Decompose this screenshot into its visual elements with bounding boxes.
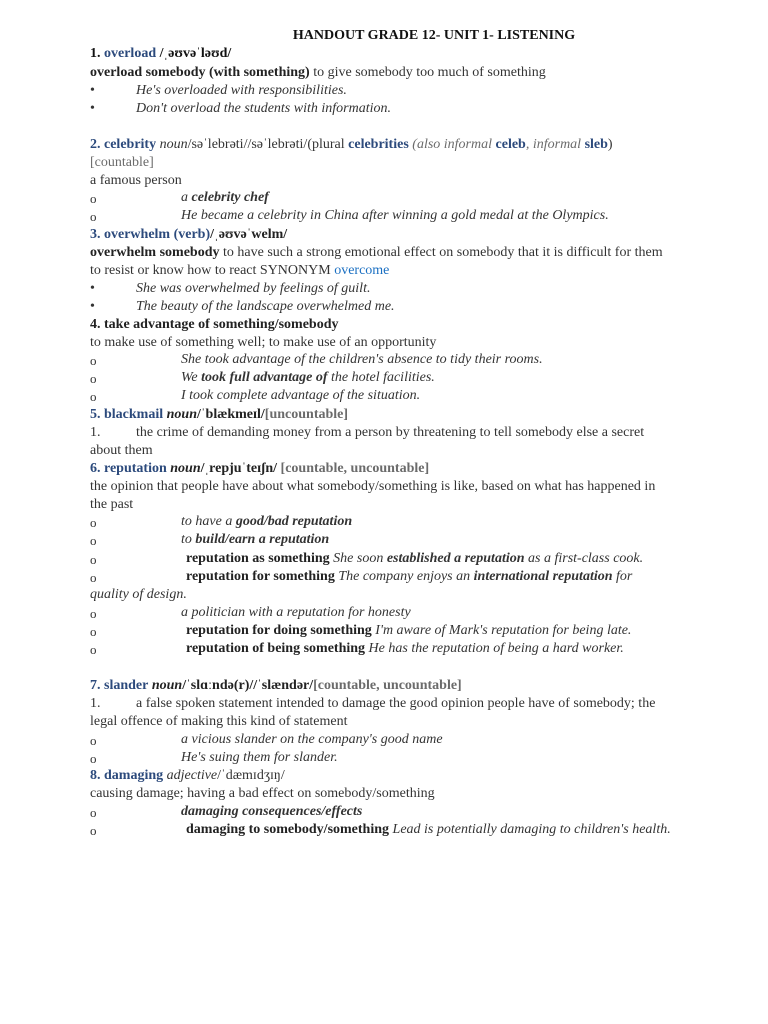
entry-overload-head: 1. overload /ˌəʊvəˈləʊd/ — [90, 46, 232, 61]
grammar-tag: [countable] — [90, 155, 154, 170]
circle-bullet-icon: o — [90, 353, 97, 368]
definition: the crime of demanding money from a person by threatening to tell somebody else a secret — [136, 425, 645, 440]
example: damaging to somebody/something Lead is potentially damaging to children's health. — [186, 822, 671, 837]
example: reputation as something She soon established a reputation as a first-class cook. — [186, 551, 644, 566]
circle-bullet-icon: o — [90, 570, 97, 585]
definition: to resist or know how to react SYNONYM overcome — [90, 263, 390, 278]
example: He's suing them for slander. — [181, 750, 338, 765]
example: He became a celebrity in China after winning a gold medal at the Olympics. — [181, 208, 609, 223]
example: She took advantage of the children's absence to tidy their rooms. — [181, 352, 543, 367]
entry-overwhelm-head: 3. overwhelm (verb)/ˌəʊvəˈwelm/ — [90, 227, 288, 242]
example: reputation for something The company enjoys an international reputation for — [186, 569, 633, 584]
example: reputation of being something He has the reputation of being a hard worker. — [186, 641, 624, 656]
circle-bullet-icon: o — [90, 191, 97, 206]
entry-overload-def: overload somebody (with something) to give somebody too much of something — [90, 65, 546, 80]
circle-bullet-icon: o — [90, 805, 97, 820]
synonym-link[interactable]: overcome — [334, 263, 390, 278]
entry-blackmail-head: 5. blackmail noun/ˈblækmeɪl/[uncountable] — [90, 407, 349, 422]
example: damaging consequences/effects — [181, 804, 363, 819]
bullet-icon: • — [90, 281, 95, 296]
definition: causing damage; having a bad effect on somebody/something — [90, 786, 435, 801]
circle-bullet-icon: o — [90, 533, 97, 548]
example: I took complete advantage of the situation. — [181, 388, 421, 403]
definition: a false spoken statement intended to damage the good opinion people have of somebody; the — [136, 696, 656, 711]
entry-slander-head: 7. slander noun/ˈslɑːndə(r)//ˈslændər/[countable, uncountable] — [90, 678, 462, 693]
headword: reputation — [104, 461, 167, 476]
definition: about them — [90, 443, 153, 458]
definition: the opinion that people have about what somebody/something is like, based on what has happened in — [90, 479, 656, 494]
example: The beauty of the landscape overwhelmed me. — [136, 299, 395, 314]
example: a vicious slander on the company's good name — [181, 732, 443, 747]
example: Don't overload the students with information. — [136, 101, 391, 116]
example: to build/earn a reputation — [181, 532, 330, 547]
circle-bullet-icon: o — [90, 606, 97, 621]
bullet-icon: • — [90, 299, 95, 314]
definition: to make use of something well; to make use of an opportunity — [90, 335, 437, 350]
circle-bullet-icon: o — [90, 389, 97, 404]
headword: blackmail — [104, 407, 164, 422]
circle-bullet-icon: o — [90, 751, 97, 766]
circle-bullet-icon: o — [90, 371, 97, 386]
headword: overwhelm — [104, 227, 171, 242]
headword: overload — [104, 46, 157, 61]
sense-number: 1. — [90, 696, 101, 711]
definition: legal offence of making this kind of statement — [90, 714, 348, 729]
example: a celebrity chef — [181, 190, 269, 205]
entry-reputation-head: 6. reputation noun/ˌrepjuˈteɪʃn/ [countable, uncountable] — [90, 461, 430, 476]
page-title: HANDOUT GRADE 12- UNIT 1- LISTENING — [292, 28, 576, 43]
example: We took full advantage of the hotel facilities. — [181, 370, 435, 385]
circle-bullet-icon: o — [90, 733, 97, 748]
example: She was overwhelmed by feelings of guilt. — [136, 281, 371, 296]
circle-bullet-icon: o — [90, 209, 97, 224]
sense-number: 1. — [90, 425, 101, 440]
circle-bullet-icon: o — [90, 642, 97, 657]
entry-take-advantage-head: 4. take advantage of something/somebody — [90, 317, 339, 332]
example: reputation for doing something I'm aware of Mark's reputation for being late. — [186, 623, 632, 638]
definition: a famous person — [90, 173, 182, 188]
bullet-icon: • — [90, 101, 95, 116]
example: He's overloaded with responsibilities. — [136, 83, 347, 98]
circle-bullet-icon: o — [90, 515, 97, 530]
headword: damaging — [104, 768, 164, 783]
circle-bullet-icon: o — [90, 624, 97, 639]
headword: celebrity — [104, 137, 157, 152]
bullet-icon: • — [90, 83, 95, 98]
entry-celebrity-head: 2. celebrity noun/səˈlebrəti//səˈlebrəti/(plural celebrities (also informal celeb, informal sleb) — [90, 137, 613, 152]
headword: slander — [104, 678, 149, 693]
definition: overwhelm somebody to have such a strong emotional effect on somebody that it is difficult for them — [90, 245, 663, 260]
example: a politician with a reputation for honesty — [181, 605, 411, 620]
entry-damaging-head: 8. damaging adjective/ˈdæmɪdʒɪŋ/ — [90, 768, 285, 783]
example: to have a good/bad reputation — [181, 514, 353, 529]
definition: the past — [90, 497, 134, 512]
circle-bullet-icon: o — [90, 552, 97, 567]
example-continued: quality of design. — [90, 587, 187, 602]
circle-bullet-icon: o — [90, 823, 97, 838]
